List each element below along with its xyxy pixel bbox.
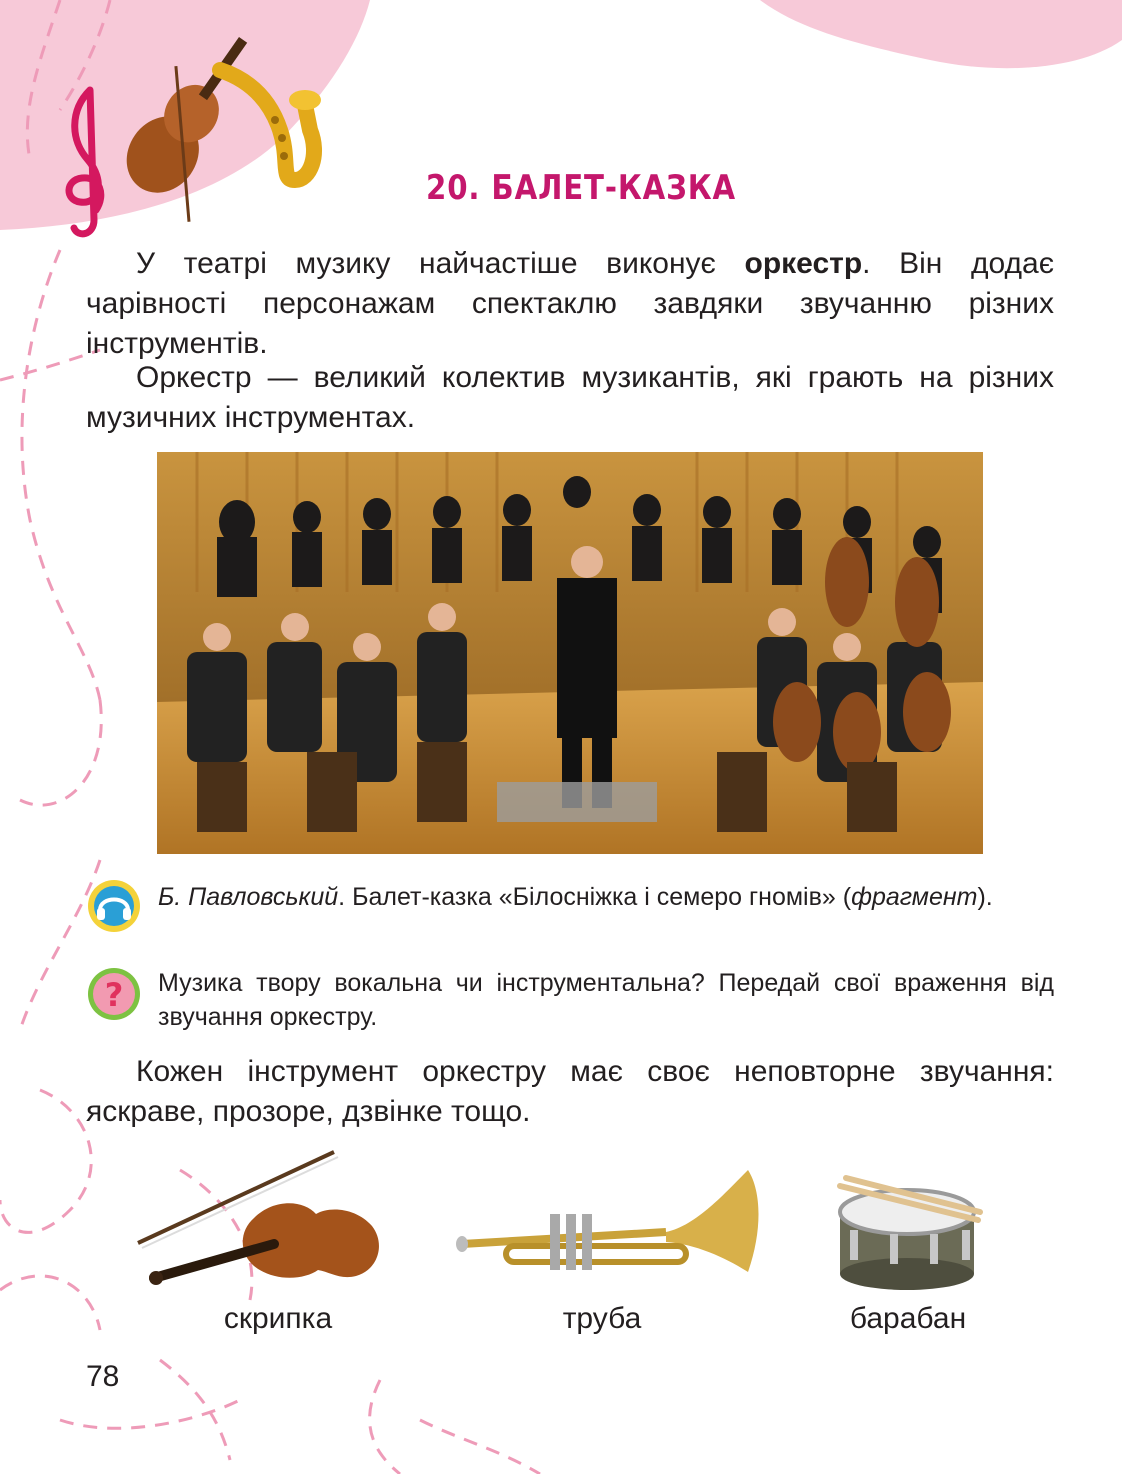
- instruments-text: Кожен інструмент оркестру має своє неповторне звучання: яскраве, прозоре, дзвінке тощо.: [86, 1055, 1054, 1128]
- instruments-paragraph: [86, 1052, 1054, 1132]
- term-orchestra: оркестр: [744, 247, 863, 280]
- label-violin: скрипка: [223, 1302, 333, 1335]
- drum-icon: [830, 1172, 984, 1294]
- composer-name: Б. Павловський: [158, 883, 339, 911]
- orchestra-photo: [157, 452, 983, 854]
- listening-task-end: ).: [977, 883, 993, 911]
- pink-blob-top-right: [760, 0, 1122, 68]
- label-drum: барабан: [849, 1302, 967, 1335]
- listening-task-text: . Балет-казка «Білосніжка і семеро гномів» (: [338, 883, 852, 911]
- intro-paragraph-2: [86, 358, 1054, 438]
- treble-clef-icon: [69, 90, 101, 234]
- intro-paragraph-1: [86, 244, 1054, 364]
- header-violin-icon: [107, 17, 292, 222]
- question-task: [158, 966, 1054, 1034]
- header-saxophone-icon: [220, 70, 321, 180]
- trumpet-icon: [456, 1162, 766, 1288]
- question-mark-icon: [86, 966, 142, 1022]
- svg-text:?: ?: [104, 976, 124, 1014]
- lesson-title: [426, 168, 736, 208]
- orchestra-definition: Оркестр — великий колектив музикантів, які грають на різних музичних інструментах.: [86, 361, 1054, 434]
- page-number: 78: [86, 1360, 120, 1393]
- headphones-icon: [86, 878, 142, 934]
- listening-task: [158, 880, 1054, 914]
- question-task-text: Музика твору вокальна чи інструментальна? Передай свої враження від звучання оркестру.: [158, 969, 1054, 1031]
- label-trumpet: труба: [562, 1302, 642, 1335]
- lesson-title-text: БАЛЕТ-КАЗКА: [491, 168, 736, 208]
- lesson-number: 20.: [426, 168, 481, 208]
- fragment-label: фрагмент: [851, 883, 978, 911]
- intro-text-start: У театрі музику найчастіше виконує: [136, 247, 745, 280]
- conductor-figure: [557, 578, 617, 738]
- intro-text-end: . Він додає чарівності персонажам спектаклю завдяки звучанню різних інструментів.: [86, 247, 1054, 360]
- pink-blob-top-left: [0, 0, 370, 230]
- violin-icon: [134, 1148, 384, 1288]
